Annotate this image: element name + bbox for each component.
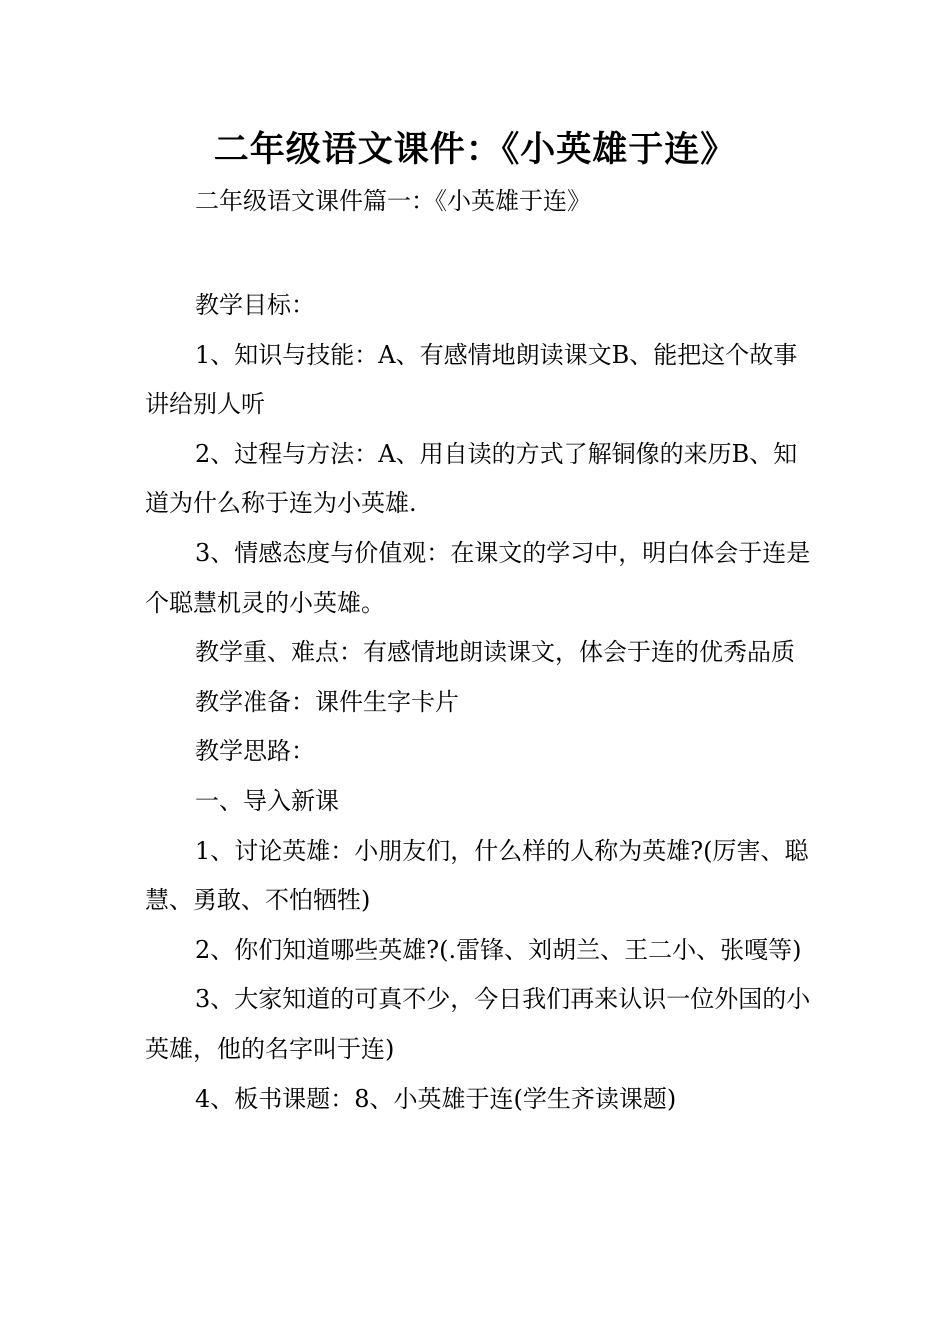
- paragraph-intro-2: 2、你们知道哪些英雄?(.雷锋、刘胡兰、王二小、张嘎等): [195, 935, 802, 964]
- paragraph-key-points: 教学重、难点：有感情地朗读课文，体会于连的优秀品质: [195, 638, 795, 667]
- paragraph-teaching-goals: 教学目标：: [195, 291, 315, 319]
- paragraph-goal-3: 3、情感态度与价值观：在课文的学习中，明白体会于连是个聪慧机灵的小英雄。: [145, 538, 811, 617]
- paragraph-preparation: 教学准备：课件生字卡片: [195, 687, 459, 716]
- paragraph-teaching-ideas: 教学思路：: [195, 737, 315, 766]
- paragraph-goal-2: 2、过程与方法：A、用自读的方式了解铜像的来历B、知道为什么称于连为小英雄.: [145, 439, 798, 518]
- paragraph-goal-1: 1、知识与技能：A、有感情地朗读课文B、能把这个故事讲给别人听: [145, 340, 798, 419]
- paragraph-intro-4: 4、板书课题：8、小英雄于连(学生齐读课题): [195, 1084, 677, 1113]
- paragraph-intro-1: 1、讨论英雄：小朋友们，什么样的人称为英雄?(厉害、聪慧、勇敢、不怕牺牲): [145, 836, 809, 915]
- paragraph-section-intro: 一、导入新课: [195, 786, 339, 815]
- document-body: [145, 281, 815, 1124]
- document-subtitle: 二年级语文课件篇一：《小英雄于连》: [195, 187, 591, 215]
- document-title: 二年级语文课件：《小英雄于连》: [213, 129, 737, 170]
- paragraph-intro-3: 3、大家知道的可真不少，今日我们再来认识一位外国的小英雄，他的名字叫于连): [145, 985, 811, 1063]
